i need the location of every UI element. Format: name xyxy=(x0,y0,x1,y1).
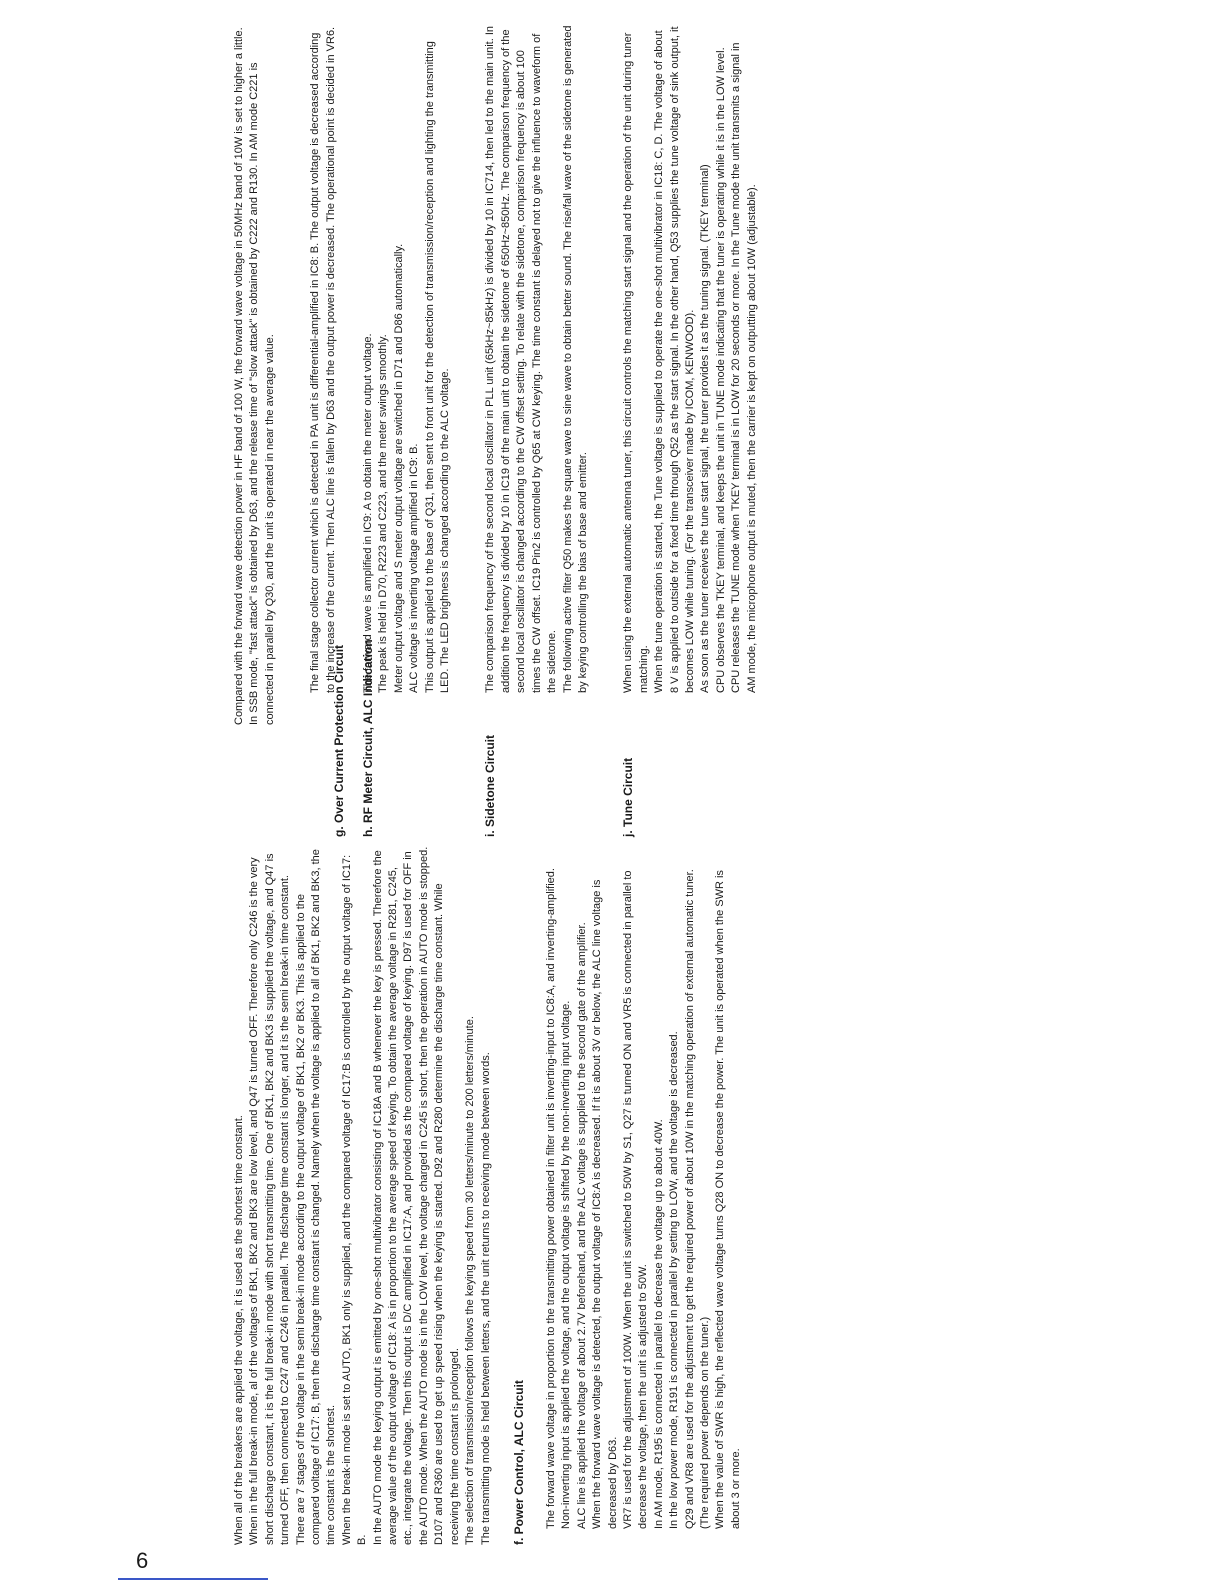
rotated-manual-page xyxy=(120,5,1210,1545)
paragraph: ALC voltage is inverting voltage amplified in IC9: B. xyxy=(408,443,421,693)
paragraph: In AM mode, R195 is connected in parallel to decrease the voltage up to about 40W. xyxy=(652,1119,665,1529)
section-g xyxy=(308,25,347,837)
paragraph: The following active filter Q50 makes the square wave to sine wave to obtain better sound. The rise/fall wave of the sidetone is generated by keying controlling the bias of base and emitter. xyxy=(561,25,589,693)
paragraph: When in the full break-in mode, al of the voltages of BK1, BK2 and BK3 are low level, and Q47 is turned OFF. Therefore only C246 is the very short discharge constant, it is the full break-in mode with short transmitting time. One of BK1, BK2 and BK3 is supplied the voltage, and Q47 is turned OFF, then connected to C247 and C246 in parallel. The discharge time constant is longer, and it is the semi break-in time constant. xyxy=(248,853,292,1545)
paragraph: The comparison frequency of the second local oscillator in PLL unit (65kHz~85kHz) is divided by 10 in IC714, then led to the main unit. In addition the frequency is divided by 10 in IC19 of the main unit to obtain the sidetone of 650Hz~850Hz. The comparison frequency of the second local oscillator is changed according to the CW offset setting. To relate with the sidetone, comparison frequency is about 100 times the CW offset. IC19 Pin2 is controlled by Q65 at CW keying. The time constant is delayed not to give the influence to waveform of the sidetone. xyxy=(484,26,559,693)
left-column xyxy=(120,845,744,1545)
paragraph: The forward wave voltage in proportion to the transmitting power obtained in filter unit is inverting-input to IC8:A, and inverting-amplified. Non-inverting input is applied the voltage, and the output voltage is shifted by the non-inverting input voltage. xyxy=(544,868,573,1529)
right-intro xyxy=(232,25,278,725)
page-number-rule xyxy=(118,1578,268,1580)
paragraph: The forward wave is amplified in IC9: A to obtain the meter output voltage. xyxy=(362,333,375,693)
section-heading: h. RF Meter Circuit, ALC Indication xyxy=(361,639,376,837)
section-h xyxy=(361,25,453,837)
paragraph: The transmitting mode is held between letters, and the unit returns to receiving mode between words. xyxy=(479,1052,492,1545)
paragraph: As soon as the tuner receives the tune start signal, the tuner provides it as the tuning signal. (TKEY terminal) xyxy=(699,164,712,693)
paragraph: ALC line is applied the voltage of about 2.7V beforehand, and the ALC voltage is supplied to the second gate of the amplifier. xyxy=(575,922,588,1529)
right-column xyxy=(120,25,760,837)
paragraph: CPU observes the TKEY terminal, and keeps the unit in TUNE mode indicating that the tuner is operating while it is in the LOW level. CPU releases the TUNE mode when TKEY terminal is in LOW for 20 seconds or more. In the Tune mode the unit transmits a signal in AM mode, the microphone output is muted, then the carrier is kept on outputting about 10W (adjustable). xyxy=(714,42,758,693)
paragraph: In the low power mode, R191 is connected in parallel by setting to LOW, and the voltage is decreased. xyxy=(668,1031,681,1529)
page-number: 6 xyxy=(136,1548,149,1573)
section-i xyxy=(483,25,591,837)
left-intro xyxy=(232,845,494,1545)
paragraph: In SSB mode, "fast attack" is obtained by D63, and the release time of "slow attack" is obtained by C222 and R130. In AM mode C221 is connected in parallel by Q30, and the unit is operated in near the average value. xyxy=(248,62,276,725)
paragraph: When the forward wave voltage is detected, the output voltage of IC8:A is decreased. If it is about 3V or below, the ALC line voltage is decreased by D63. xyxy=(591,879,619,1529)
paragraph: When all of the breakers are applied the voltage, it is used as the shortest time constant. xyxy=(233,1115,245,1545)
paragraph: VR7 is used for the adjustment of 100W. When the unit is switched to 50W by S1, Q27 is turned ON and VR5 is connected in parallel to decrease the voltage, then the unit is adjusted to 50W. xyxy=(621,870,650,1529)
section-heading: j. Tune Circuit xyxy=(621,757,636,837)
paragraph: When using the external automatic antenna tuner, this circuit controls the matching start signal and the operation of the unit during tuner matching. xyxy=(622,32,650,693)
section-heading: f. Power Control, ALC Circuit xyxy=(511,1380,526,1545)
section-heading: g. Over Current Protection Circuit xyxy=(332,644,347,837)
paragraph: Compared with the forward wave detection power in HF band of 100 W, the forward wave voltage in 50MHz band of 10W is set to higher a little. xyxy=(233,27,245,725)
paragraph: When the tune operation is started, the Tune voltage is supplied to operate the one-shot multivibrator in IC18: C, D. The voltage of about 8 V is applied to outside for a fixed time through Q52 as the start signal. In the other hand, Q53 supplies the tune voltage of sink output, it becomes LOW while tuning. (For the transceiver made by ICOM, KENWOOD). xyxy=(653,26,696,693)
paragraph: D107 and R360 are used to get up speed rising when the keying is started. D92 and R280 determine the discharge time constant. While receiving the time constant is prolonged. xyxy=(433,883,461,1545)
paragraph: Q29 and VR8 are used for the adjustment to get the required power of about 10W in the matching operation of external automatic tuner. (The required power depends on the tuner.) xyxy=(683,869,711,1529)
paragraph: The final stage collector current which is detected in PA unit is differential-amplified in IC8: B. The output voltage is decreased according to the increase of the current. Then ALC line is fallen by D63 and the output power is decreased. The operational point is decided in VR6. xyxy=(309,26,337,693)
section-heading: i. Sidetone Circuit xyxy=(483,734,498,837)
paragraph: The selection of transmission/reception follows the keying speed from 30 letters/minute to 200 letters/minute. xyxy=(464,1016,477,1545)
paragraph: This output is applied to the base of Q31, then sent to front unit for the detection of transmission/reception and lighting the transmitting LED. The LED brighness is changed according to the ALC voltage. xyxy=(423,41,452,693)
paragraph: The peak is held in D70, R223 and C223, and the meter swings smoothly. xyxy=(377,334,390,693)
paragraph: When the value of SWR is high, the reflected wave voltage turns Q28 ON to decrease the power. The unit is operated when the SWR is about 3 or more. xyxy=(714,870,742,1529)
section-j xyxy=(621,25,760,837)
paragraph: When the break-in mode is set to AUTO, BK1 only is supplied, and the compared voltage of IC17:B is controlled by the output voltage of IC17: B. xyxy=(340,854,369,1545)
section-f xyxy=(511,845,744,1545)
paragraph: Meter output voltage and S meter output voltage are switched in D71 and D86 automatically. xyxy=(392,243,405,693)
paragraph: There are 7 stages of the voltage in the semi break-in mode according to the output voltage of BK1, BK2 or BK3. This is applied to the compared voltage of IC17: B, then the discharge time constant is changed. Namely when the voltage is applied to all of BK1, BK2 and BK3, the time constant is the shortest. xyxy=(294,849,338,1545)
paragraph: In the AUTO mode the keying output is emitted by one-shot multivibrator consisting of IC18A and B whenever the key is pressed. Therefore the average value of the output voltage of IC18: A is in proportion to the average speed of keying. To obtain the average voltage in R281, C245, etc., integrate the voltage. Then this output is D/C amplified in IC17:A, and provided as the compared voltage of keying. D97 is used for OFF in the AUTO mode. When the AUTO mode is in the LOW level, the voltage charged in C245 is short, then the operation in AUTO mode is stopped. xyxy=(371,846,430,1545)
